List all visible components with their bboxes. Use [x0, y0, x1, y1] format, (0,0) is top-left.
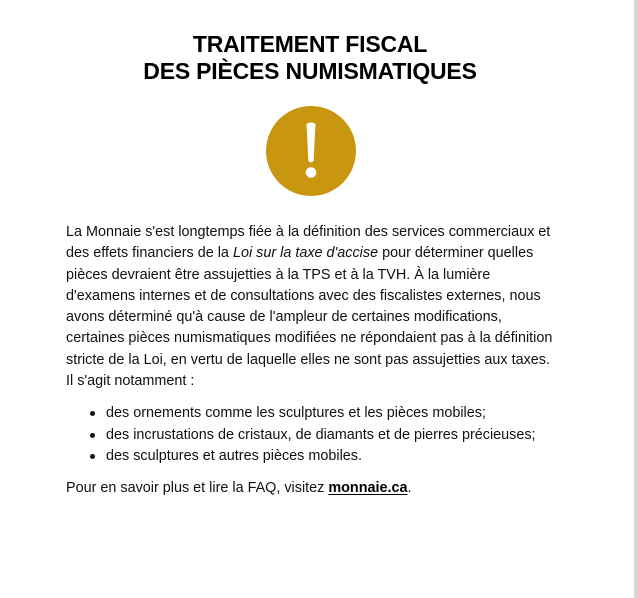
intro-text-part1: La Monnaie s'est longtemps fiée à la définition des services commerciaux et des effets financiers de la — [66, 224, 551, 262]
intro-paragraph — [66, 222, 556, 392]
main-content — [66, 222, 556, 500]
bullet-list — [66, 403, 556, 467]
list-item-text: des sculptures et autres pièces mobiles. — [106, 447, 362, 464]
bullet-dot — [90, 454, 95, 459]
list-item-text: des incrustations de cristaux, de diamants et de pierres précieuses; — [106, 426, 536, 443]
page-title — [0, 31, 620, 85]
title-line-1: TRAITEMENT FISCAL — [192, 31, 428, 57]
bullet-dot — [90, 411, 95, 416]
list-item-text: des ornements comme les sculptures et les pièces mobiles; — [106, 405, 486, 422]
footer-period: . — [407, 480, 412, 497]
title-line-2: DES PIÈCES NUMISMATIQUES — [143, 58, 477, 84]
footer-paragraph — [66, 478, 556, 499]
list-item — [106, 425, 556, 446]
footer-text: Pour en savoir plus et lire la FAQ, visitez — [66, 480, 329, 497]
list-item — [106, 403, 556, 424]
law-title: Loi sur la taxe d'accise — [232, 245, 379, 262]
monnaie-link[interactable]: monnaie.ca — [328, 480, 408, 497]
exclamation-icon — [266, 106, 356, 196]
intro-text-part2: pour déterminer quelles pièces devraient être assujetties à la TPS et à la TVH. À la lumière d'examens internes et de consultations avec des fiscalistes externes, nous avons déterminé qu'à cause de l'ampleur de certaines modifications, certaines pièces numismatiques modifiées ne répondaient pas à la définition stricte de la Loi, en vertu de laquelle elles ne sont pas assujetties aux taxes. Il s'agit notamment : — [66, 245, 553, 390]
bullet-dot — [90, 433, 95, 438]
list-item — [106, 446, 556, 467]
